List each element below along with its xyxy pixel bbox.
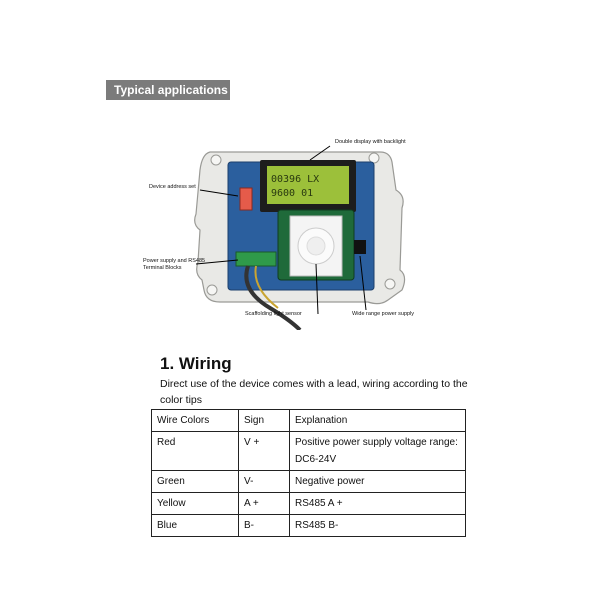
table-cell: B- — [239, 515, 290, 537]
label-terminal-2: Terminal Blocks — [143, 265, 182, 271]
table-cell: RS485 A + — [290, 493, 466, 515]
label-dual-display: Double display with backlight — [335, 139, 406, 145]
table-row — [152, 471, 466, 493]
section-heading: 1. Wiring — [160, 354, 232, 373]
table-cell: Yellow — [152, 493, 239, 515]
table-cell: Positive power supply voltage range: DC6-24V — [290, 432, 466, 471]
lcd-line-2: 9600 01 — [271, 188, 314, 199]
table-cell: V- — [239, 471, 290, 493]
label-power: Wide range power supply — [352, 311, 415, 317]
table-cell: A + — [239, 493, 290, 515]
lcd-line-1: 00396 LX — [271, 174, 320, 185]
table-cell: Negative power — [290, 471, 466, 493]
table-header-cell: Wire Colors — [152, 410, 239, 432]
table-cell: Blue — [152, 515, 239, 537]
table-cell: Green — [152, 471, 239, 493]
wiring-table — [151, 409, 466, 537]
table-cell: Red — [152, 432, 239, 471]
label-sensor: Scaffolding light sensor — [245, 311, 302, 317]
section-paragraph: Direct use of the device comes with a lead, wiring according to the color tips — [160, 378, 468, 406]
table-row — [152, 515, 466, 537]
table-cell: V + — [239, 432, 290, 471]
table-header-cell: Explanation — [290, 410, 466, 432]
table-header-row — [152, 410, 466, 432]
section-banner: Typical applications — [106, 80, 230, 100]
table-row — [152, 493, 466, 515]
label-terminal-1: Power supply and RS485 — [143, 258, 206, 264]
table-header-cell: Sign — [239, 410, 290, 432]
label-address-set: Device address set — [149, 184, 196, 190]
device-photo — [140, 130, 440, 330]
table-cell: RS485 B- — [290, 515, 466, 537]
table-row — [152, 432, 466, 471]
